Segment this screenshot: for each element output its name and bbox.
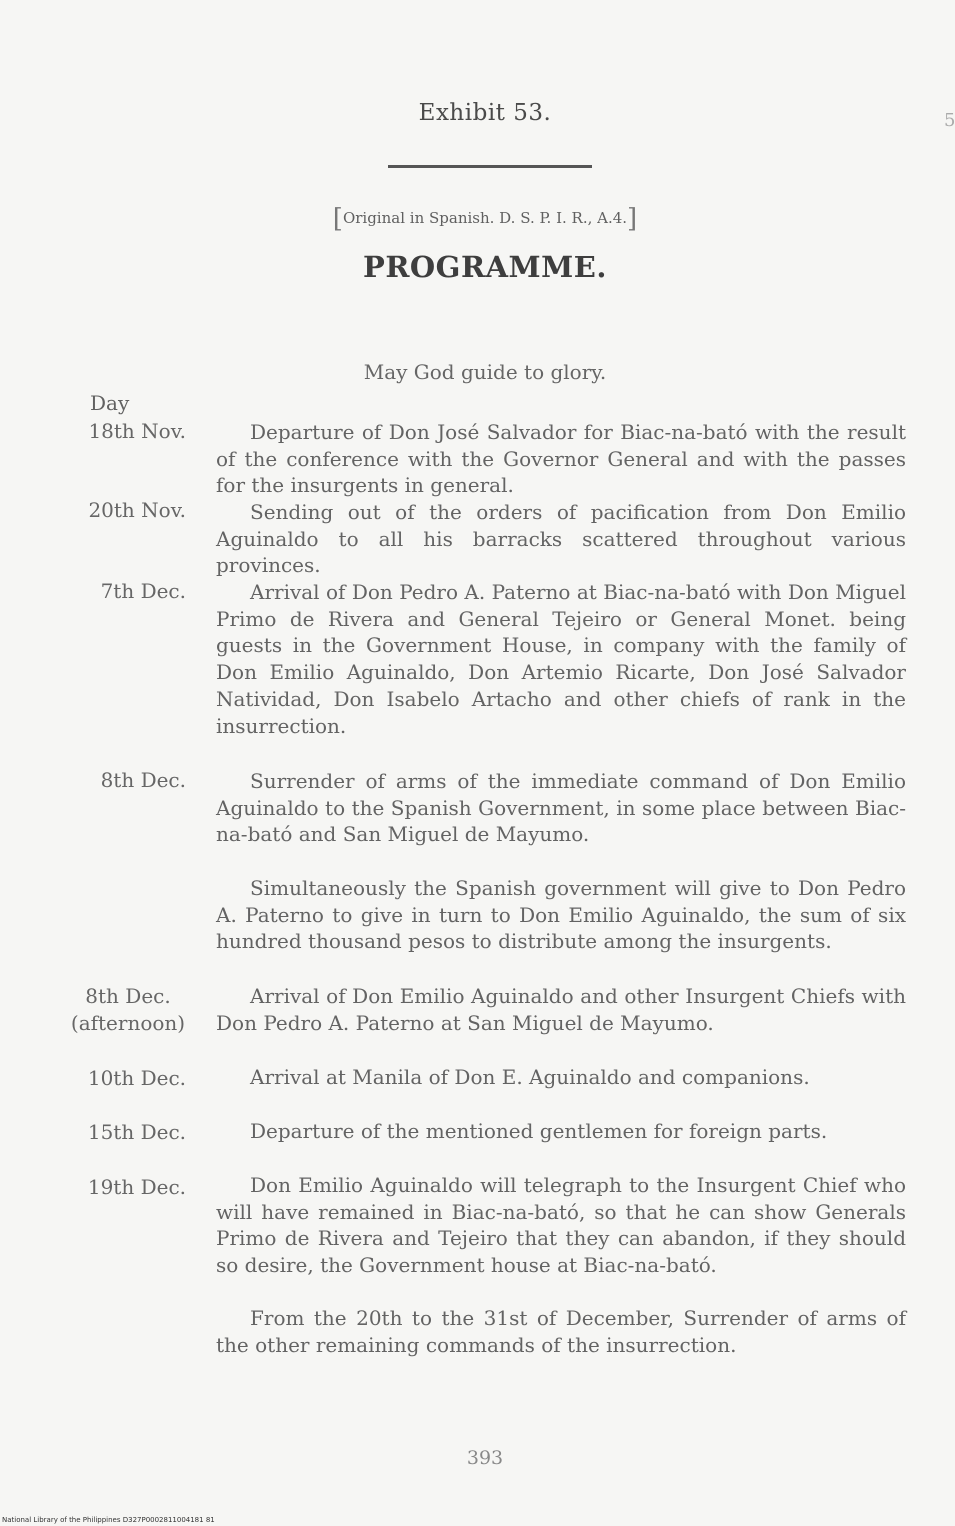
page-number: 393 <box>466 1447 504 1469</box>
motto: May God guide to glory. <box>363 360 607 384</box>
entry-date: 18th Nov. <box>88 419 186 443</box>
entry-date: 19th Dec. <box>87 1175 186 1199</box>
source-note-text: Original in Spanish. D. S. P. I. R., A.4. <box>342 209 628 227</box>
day-column-header: Day <box>90 391 130 415</box>
entry-date: 8th Dec. <box>85 984 171 1008</box>
entry-date: 15th Dec. <box>87 1120 186 1144</box>
document-title: PROGRAMME. <box>363 250 607 284</box>
margin-mark: 5 <box>944 110 955 131</box>
entry-text: Don Emilio Aguinaldo will telegraph to the Insurgent Chief who will have remained in Biac-na-bató, so that he can show Generals Primo de Rivera and Tejeiro that they can abandon, if they should so desire, the Government house at Biac-na-bató. <box>216 1173 906 1278</box>
entry-date: 8th Dec. <box>100 768 186 792</box>
close-bracket: ] <box>627 204 638 234</box>
entry-text: Departure of Don José Salvador for Biac-na-bató with the result of the conference with the Governor General and with the passes for the insurgents in general. <box>216 420 906 498</box>
entry-text: Arrival of Don Emilio Aguinaldo and other Insurgent Chiefs with Don Pedro A. Paterno at San Miguel de Mayumo. <box>216 984 906 1035</box>
entry-text: Simultaneously the Spanish government will give to Don Pedro A. Paterno to give in turn to Don Emilio Aguinaldo, the sum of six hundred thousand pesos to distribute among the insurgents. <box>216 876 906 954</box>
entry-date: 20th Nov. <box>88 498 186 522</box>
entry-text: From the 20th to the 31st of December, Surrender of arms of the other remaining commands of the insurrection. <box>216 1306 906 1357</box>
entry-date: 7th Dec. <box>100 579 186 603</box>
entry-date-qualifier: (afternoon) <box>70 1011 186 1035</box>
entry-text: Surrender of arms of the immediate command of Don Emilio Aguinaldo to the Spanish Government, in some place between Biac-na-bató and San Miguel de Mayumo. <box>216 769 906 847</box>
entry-date: 10th Dec. <box>87 1066 186 1090</box>
entry-text: Arrival of Don Pedro A. Paterno at Biac-na-bató with Don Miguel Primo de Rivera and General Tejeiro or General Monet. being guests in the Government House, in company with the family of Don Emilio Aguinaldo, Don Artemio Ricarte, Don José Salvador Natividad, Don Isabelo Artacho and other chiefs of rank in the insurrection. <box>216 580 906 738</box>
source-note <box>0 204 955 234</box>
entry-text: Arrival at Manila of Don E. Aguinaldo and companions. <box>250 1065 810 1089</box>
exhibit-title: Exhibit 53. <box>418 100 552 126</box>
entry-text: Sending out of the orders of pacification from Don Emilio Aguinaldo to all his barracks scattered throughout various provinces. <box>216 500 906 578</box>
footer-caption: National Library of the Philippines D327P0002811004181 81 <box>2 1516 215 1524</box>
open-bracket: [ <box>332 204 343 234</box>
title-rule <box>388 165 592 168</box>
entry-text: Departure of the mentioned gentlemen for foreign parts. <box>250 1119 828 1143</box>
